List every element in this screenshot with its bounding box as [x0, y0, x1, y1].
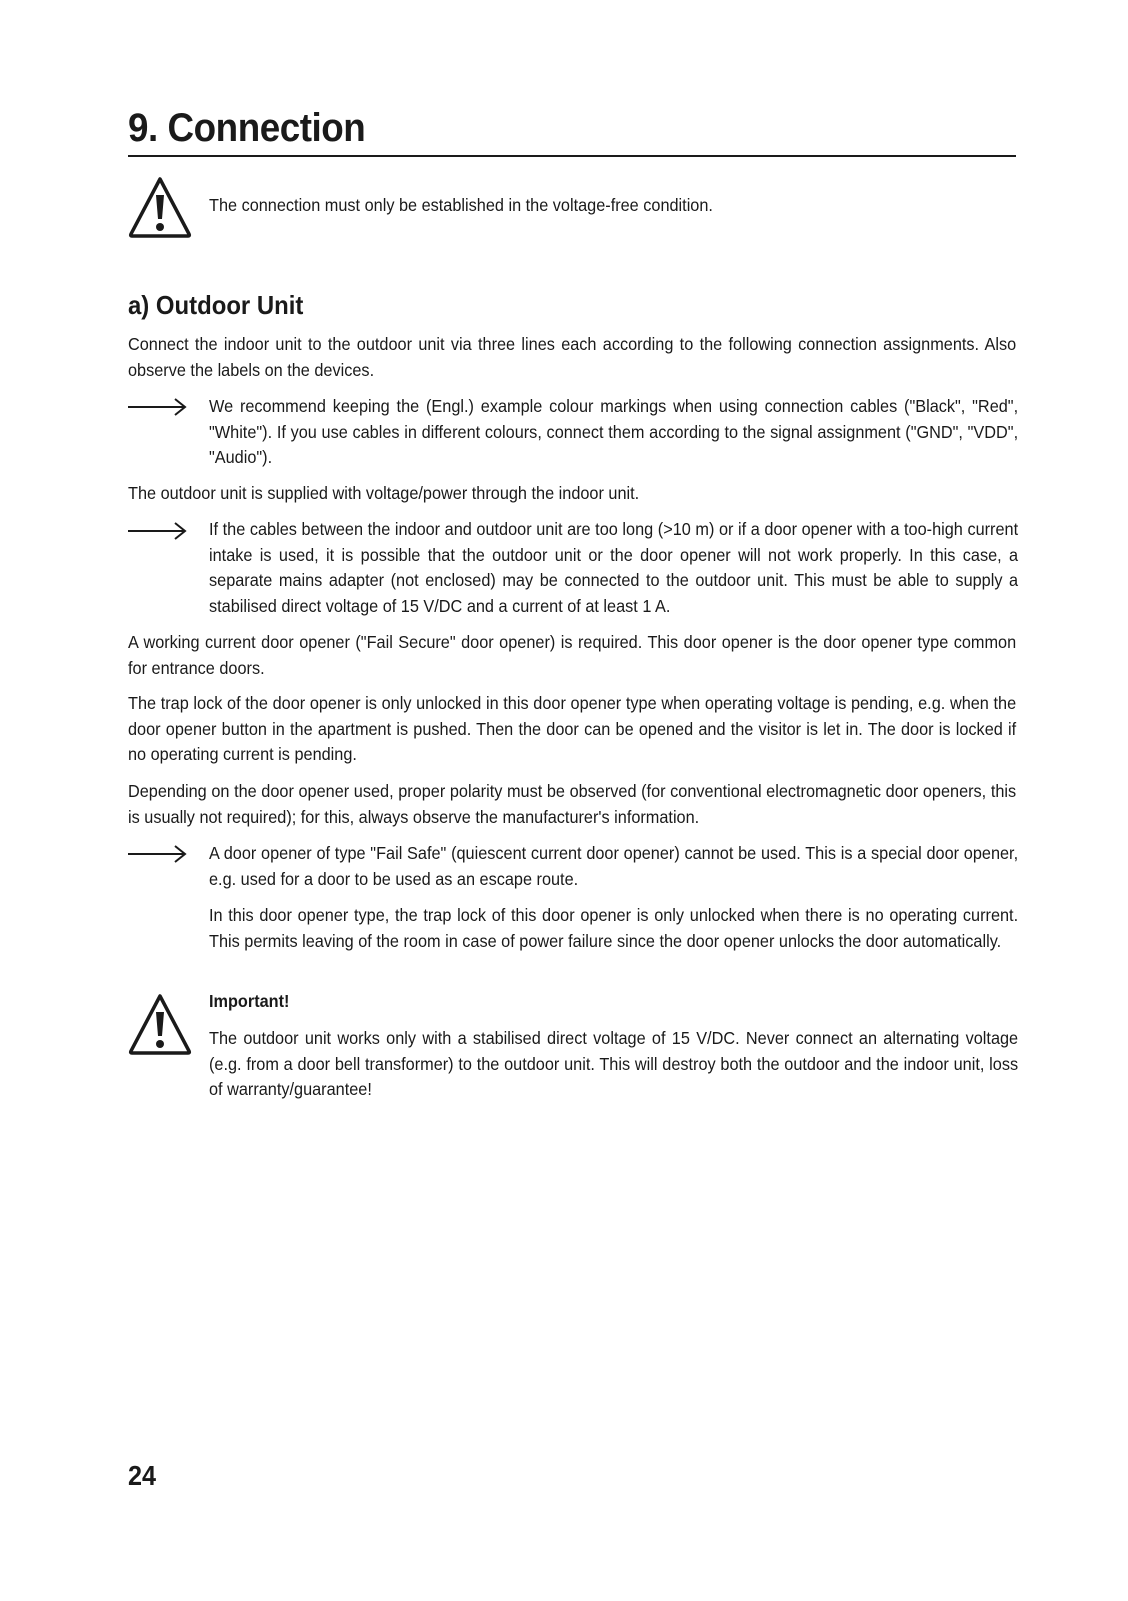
- paragraph: Depending on the door opener used, proper polarity must be observed (for conventional electromagnetic door openers, this is usually not required); for this, always observe the manufacturer's information.: [128, 781, 1017, 827]
- page-number: 24: [128, 1460, 157, 1491]
- note-text: If the cables between the indoor and outdoor unit are too long (>10 m) or if a door opener with a too-high current intake is used, it is possible that the outdoor unit or the door opener will not work properly. In this case, a separate mains adapter (not enclosed) may be connected to the outdoor unit. This must be able to supply a stabilised direct voltage of 15 V/DC and a current of at least 1 A.: [209, 519, 1019, 616]
- note-text: We recommend keeping the (Engl.) example colour markings when using connection cables ("Black", "Red", "White"). If you use cables in different colours, connect them according to the signal assignment ("GND", "VDD", "Audio").: [209, 396, 1019, 467]
- arrow-right-icon: [128, 844, 188, 864]
- title-rule: [128, 155, 1016, 157]
- paragraph: The outdoor unit is supplied with voltage/power through the indoor unit.: [128, 483, 640, 503]
- important-label: Important!: [209, 991, 290, 1011]
- paragraph: Connect the indoor unit to the outdoor unit via three lines each according to the following connection assignments. Also observe the labels on the devices.: [128, 334, 1017, 380]
- note-text: A door opener of type "Fail Safe" (quiescent current door opener) cannot be used. This is a special door opener, e.g. used for a door to be used as an escape route.: [209, 843, 1019, 889]
- paragraph: The trap lock of the door opener is only unlocked in this door opener type when operating voltage is pending, e.g. when the door opener button in the apartment is pushed. Then the door can be opened and the visitor is let in. The door is locked if no operating current is pending.: [128, 693, 1017, 764]
- section-title: 9. Connection: [128, 106, 366, 150]
- warning-triangle-icon: [128, 175, 192, 239]
- arrow-right-icon: [128, 521, 188, 541]
- subsection-title: a) Outdoor Unit: [128, 290, 304, 320]
- warning-triangle-icon: [128, 992, 192, 1056]
- paragraph: A working current door opener ("Fail Secure" door opener) is required. This door opener is the door opener type common for entrance doors.: [128, 632, 1017, 678]
- important-text: The outdoor unit works only with a stabilised direct voltage of 15 V/DC. Never connect an alternating voltage (e.g. from a door bell transformer) to the outdoor unit. This will destroy both the outdoor and the indoor unit, loss of warranty/guarantee!: [209, 1028, 1019, 1099]
- arrow-right-icon: [128, 397, 188, 417]
- note-text: In this door opener type, the trap lock of this door opener is only unlocked when there is no operating current. This permits leaving of the room in case of power failure since the door opener unlocks the door automatically.: [209, 905, 1019, 951]
- warning-top-text: The connection must only be established in the voltage-free condition.: [209, 195, 713, 215]
